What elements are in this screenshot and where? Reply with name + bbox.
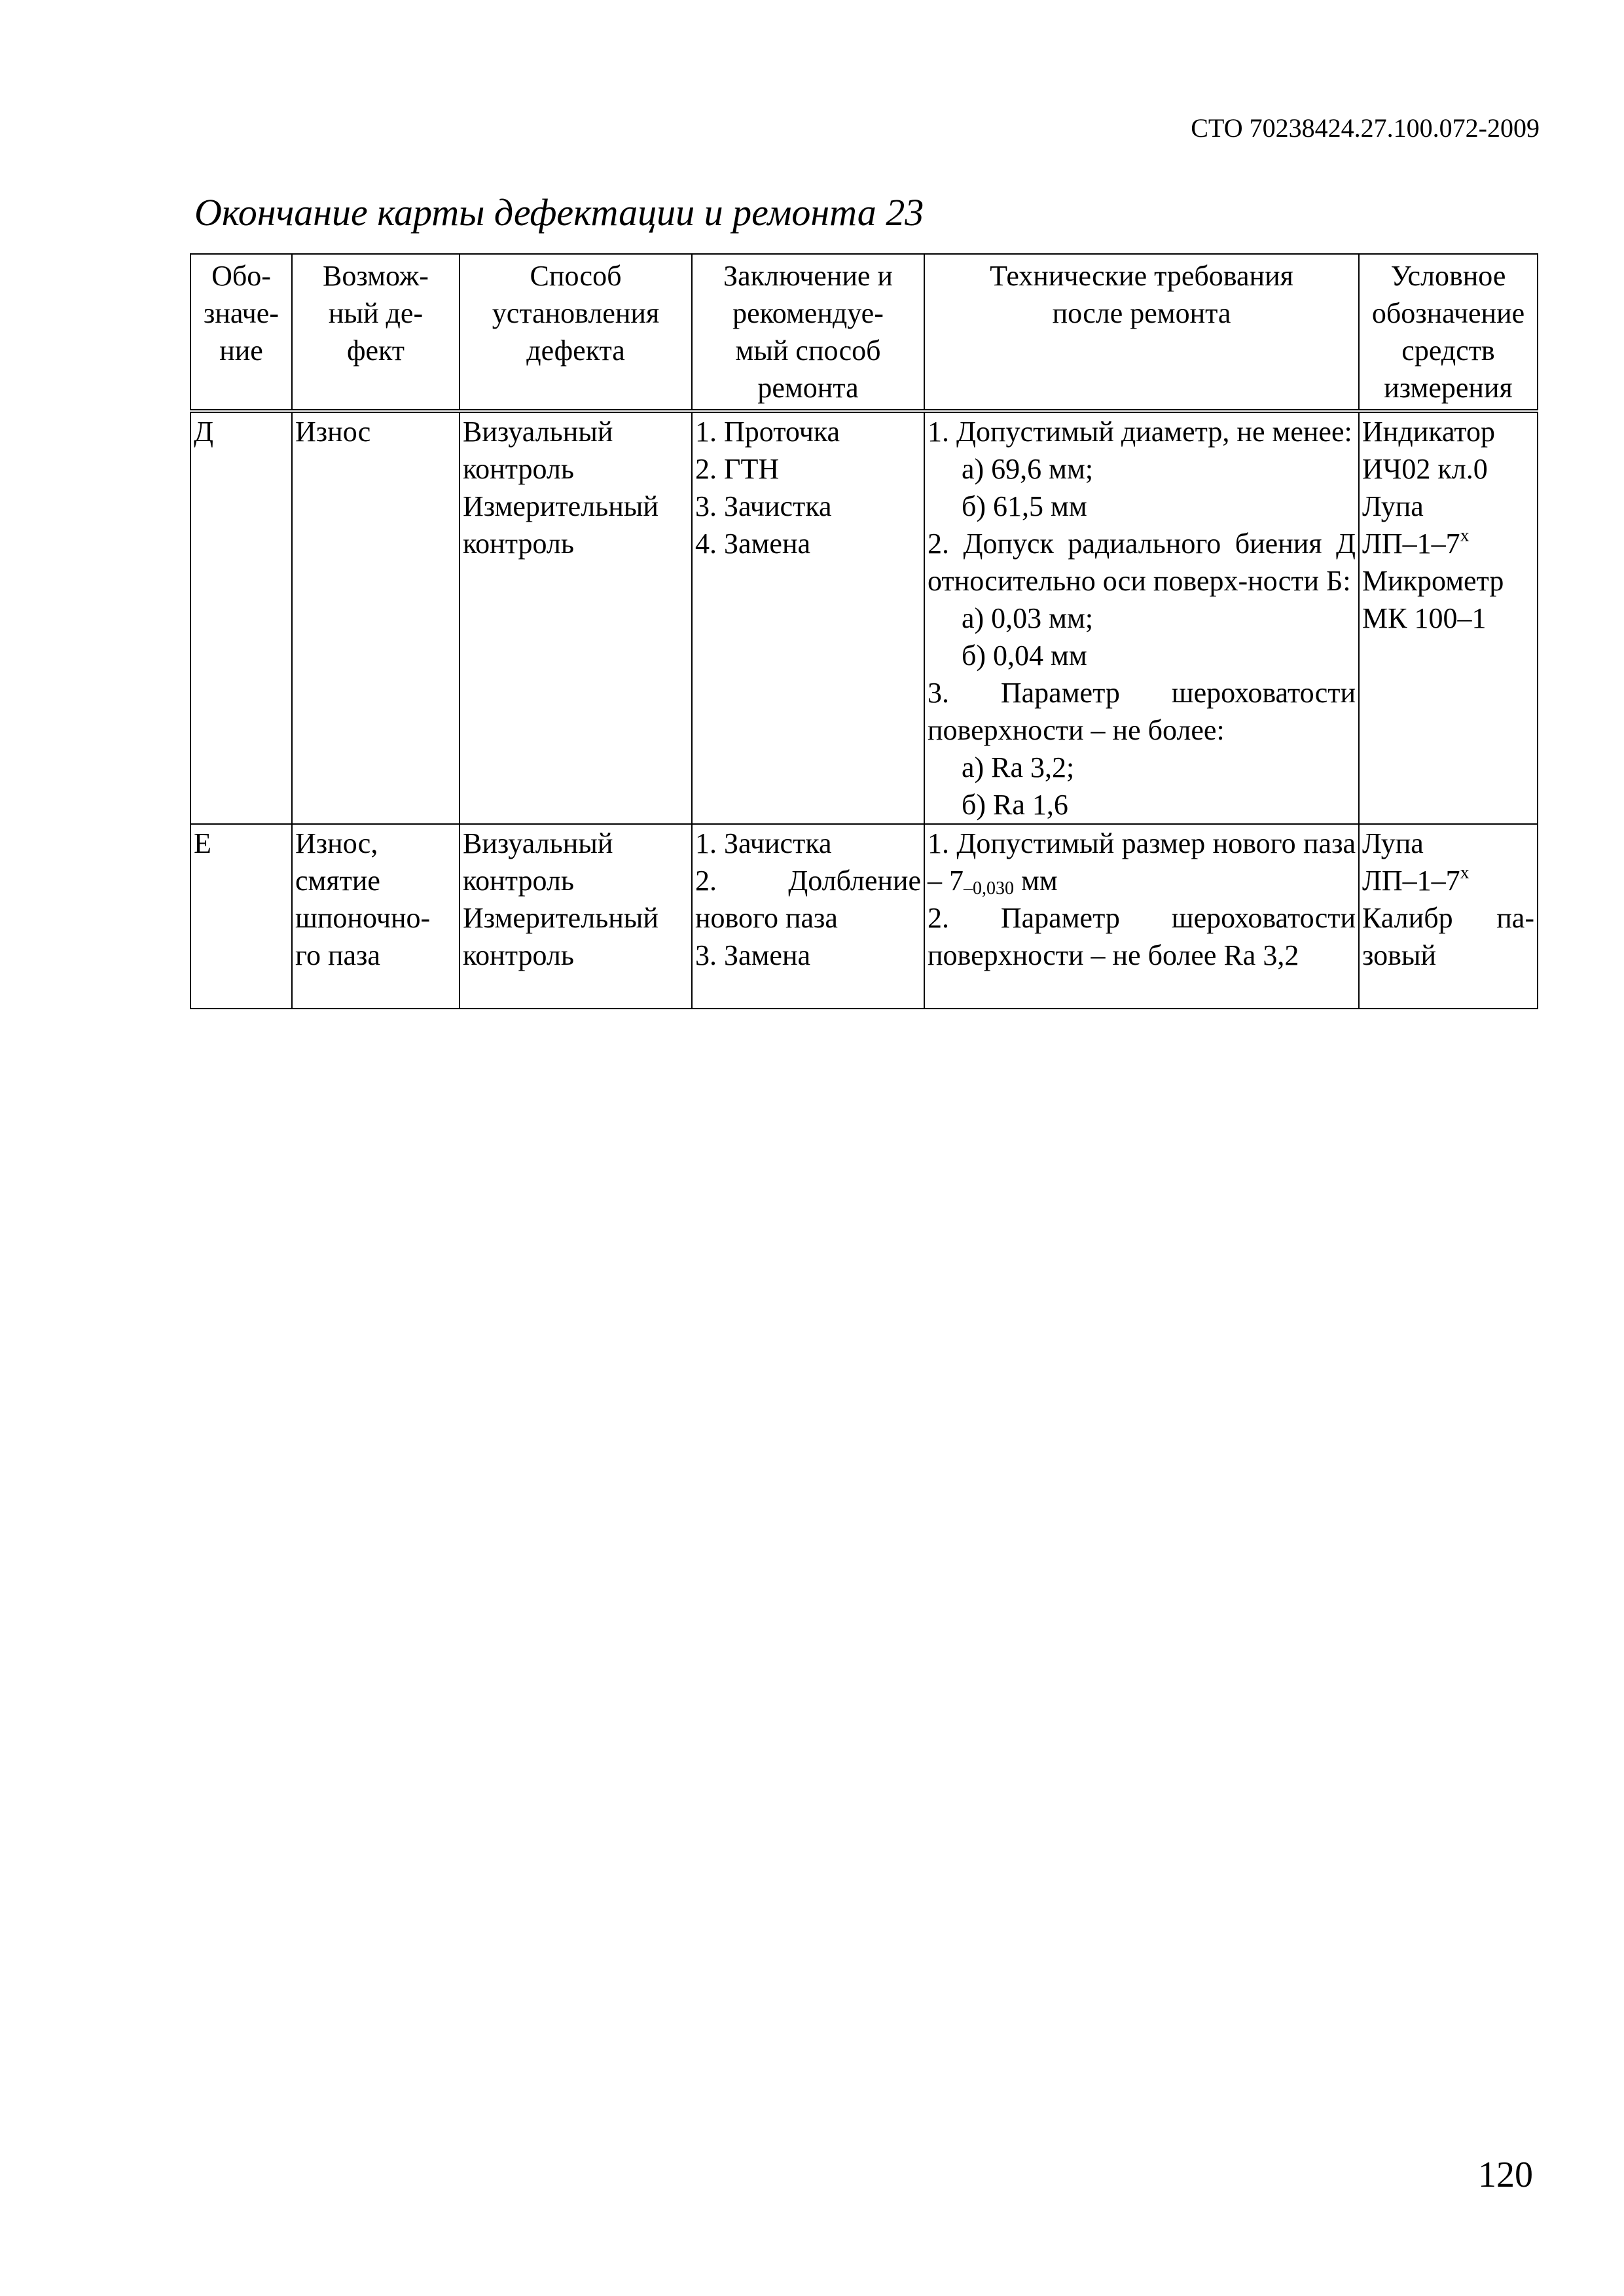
repair-line: 3. Замена bbox=[695, 939, 811, 971]
repair-line: 3. Зачистка bbox=[695, 490, 832, 522]
instrument-text: ИЧ02 кл.0 bbox=[1362, 453, 1488, 485]
instruments-cell bbox=[1359, 411, 1538, 824]
header-method: Способ установления дефекта bbox=[460, 254, 692, 411]
method-line: контроль bbox=[463, 865, 574, 897]
defect-line: смятие bbox=[295, 865, 380, 897]
requirement-text: а) 69,6 мм; bbox=[962, 453, 1094, 485]
superscript: х bbox=[1460, 863, 1470, 883]
page-title: Окончание карты дефектации и ремонта 23 bbox=[194, 191, 924, 234]
defect-cell: Износ bbox=[292, 411, 460, 824]
designation-cell: Е bbox=[190, 824, 292, 1009]
repair-line: 2. ГТН bbox=[695, 453, 780, 485]
method-cell bbox=[460, 411, 692, 824]
requirement-text: б) 0,04 мм bbox=[962, 639, 1087, 672]
method-line: Визуальный bbox=[463, 416, 613, 448]
document-code: СТО 70238424.27.100.072-2009 bbox=[1191, 113, 1540, 143]
repair-line: 1. Зачистка bbox=[695, 827, 832, 859]
requirement-text: а) 0,03 мм; bbox=[962, 602, 1094, 634]
table-row bbox=[190, 824, 1538, 1009]
instrument-text bbox=[1362, 862, 1534, 899]
requirement-part: мм bbox=[1014, 865, 1058, 897]
tolerance-subscript: –0,030 bbox=[964, 878, 1014, 899]
instrument-text: Калибр па-зовый bbox=[1362, 902, 1534, 971]
superscript: х bbox=[1460, 526, 1470, 546]
requirement-text: 3. Параметр шероховатости поверхности – не более: bbox=[928, 677, 1356, 746]
instrument-text: Индикатор bbox=[1362, 416, 1496, 448]
designation-cell: Д bbox=[190, 411, 292, 824]
page-number: 120 bbox=[1478, 2155, 1533, 2195]
header-instruments: Условное обозначение средств измерения bbox=[1359, 254, 1538, 411]
requirements-cell bbox=[924, 824, 1359, 1009]
instruments-cell bbox=[1359, 824, 1538, 1009]
defect-line: Износ, bbox=[295, 827, 378, 859]
requirement-text: 1. Допустимый диаметр, не менее: bbox=[928, 416, 1352, 448]
header-repair: Заключение и рекомендуе- мый способ ремонта bbox=[692, 254, 924, 411]
repair-line: 4. Замена bbox=[695, 528, 811, 560]
repair-cell bbox=[692, 824, 924, 1009]
requirement-text bbox=[928, 825, 1356, 899]
method-line: Измерительный bbox=[463, 902, 659, 934]
header-defect: Возмож- ный де- фект bbox=[292, 254, 460, 411]
instrument-code: ЛП–1–7 bbox=[1362, 528, 1460, 560]
defect-table bbox=[190, 253, 1538, 1009]
requirement-text: 2. Допуск радиального биения Д относительно оси поверх-ности Б: bbox=[928, 528, 1356, 597]
instrument-text bbox=[1362, 525, 1534, 562]
method-cell bbox=[460, 824, 692, 1009]
repair-line: 1. Проточка bbox=[695, 416, 840, 448]
requirement-part: 1. Допустимый размер нового паза – 7 bbox=[928, 827, 1356, 897]
requirement-text: б) 61,5 мм bbox=[962, 490, 1087, 522]
table-row bbox=[190, 411, 1538, 824]
table-header-row bbox=[190, 254, 1538, 411]
method-line: контроль bbox=[463, 528, 574, 560]
defect-line: шпоночно- bbox=[295, 902, 431, 934]
requirements-cell bbox=[924, 411, 1359, 824]
method-line: Измерительный bbox=[463, 490, 659, 522]
instrument-text: Лупа bbox=[1362, 827, 1424, 859]
defect-cell bbox=[292, 824, 460, 1009]
method-line: контроль bbox=[463, 939, 574, 971]
method-line: контроль bbox=[463, 453, 574, 485]
repair-line: 2. Долбление нового паза bbox=[695, 865, 921, 934]
header-requirements: Технические требования после ремонта bbox=[924, 254, 1359, 411]
requirement-text: 2. Параметр шероховатости поверхности – не более Ra 3,2 bbox=[928, 902, 1356, 971]
instrument-text: МК 100–1 bbox=[1362, 602, 1487, 634]
instrument-text: Лупа bbox=[1362, 490, 1424, 522]
requirement-text: б) Ra 1,6 bbox=[962, 789, 1068, 821]
repair-cell bbox=[692, 411, 924, 824]
header-designation: Обо- значе- ние bbox=[190, 254, 292, 411]
instrument-code: ЛП–1–7 bbox=[1362, 865, 1460, 897]
defect-line: го паза bbox=[295, 939, 380, 971]
method-line: Визуальный bbox=[463, 827, 613, 859]
instrument-text: Микрометр bbox=[1362, 565, 1504, 597]
requirement-text: а) Ra 3,2; bbox=[962, 751, 1075, 783]
